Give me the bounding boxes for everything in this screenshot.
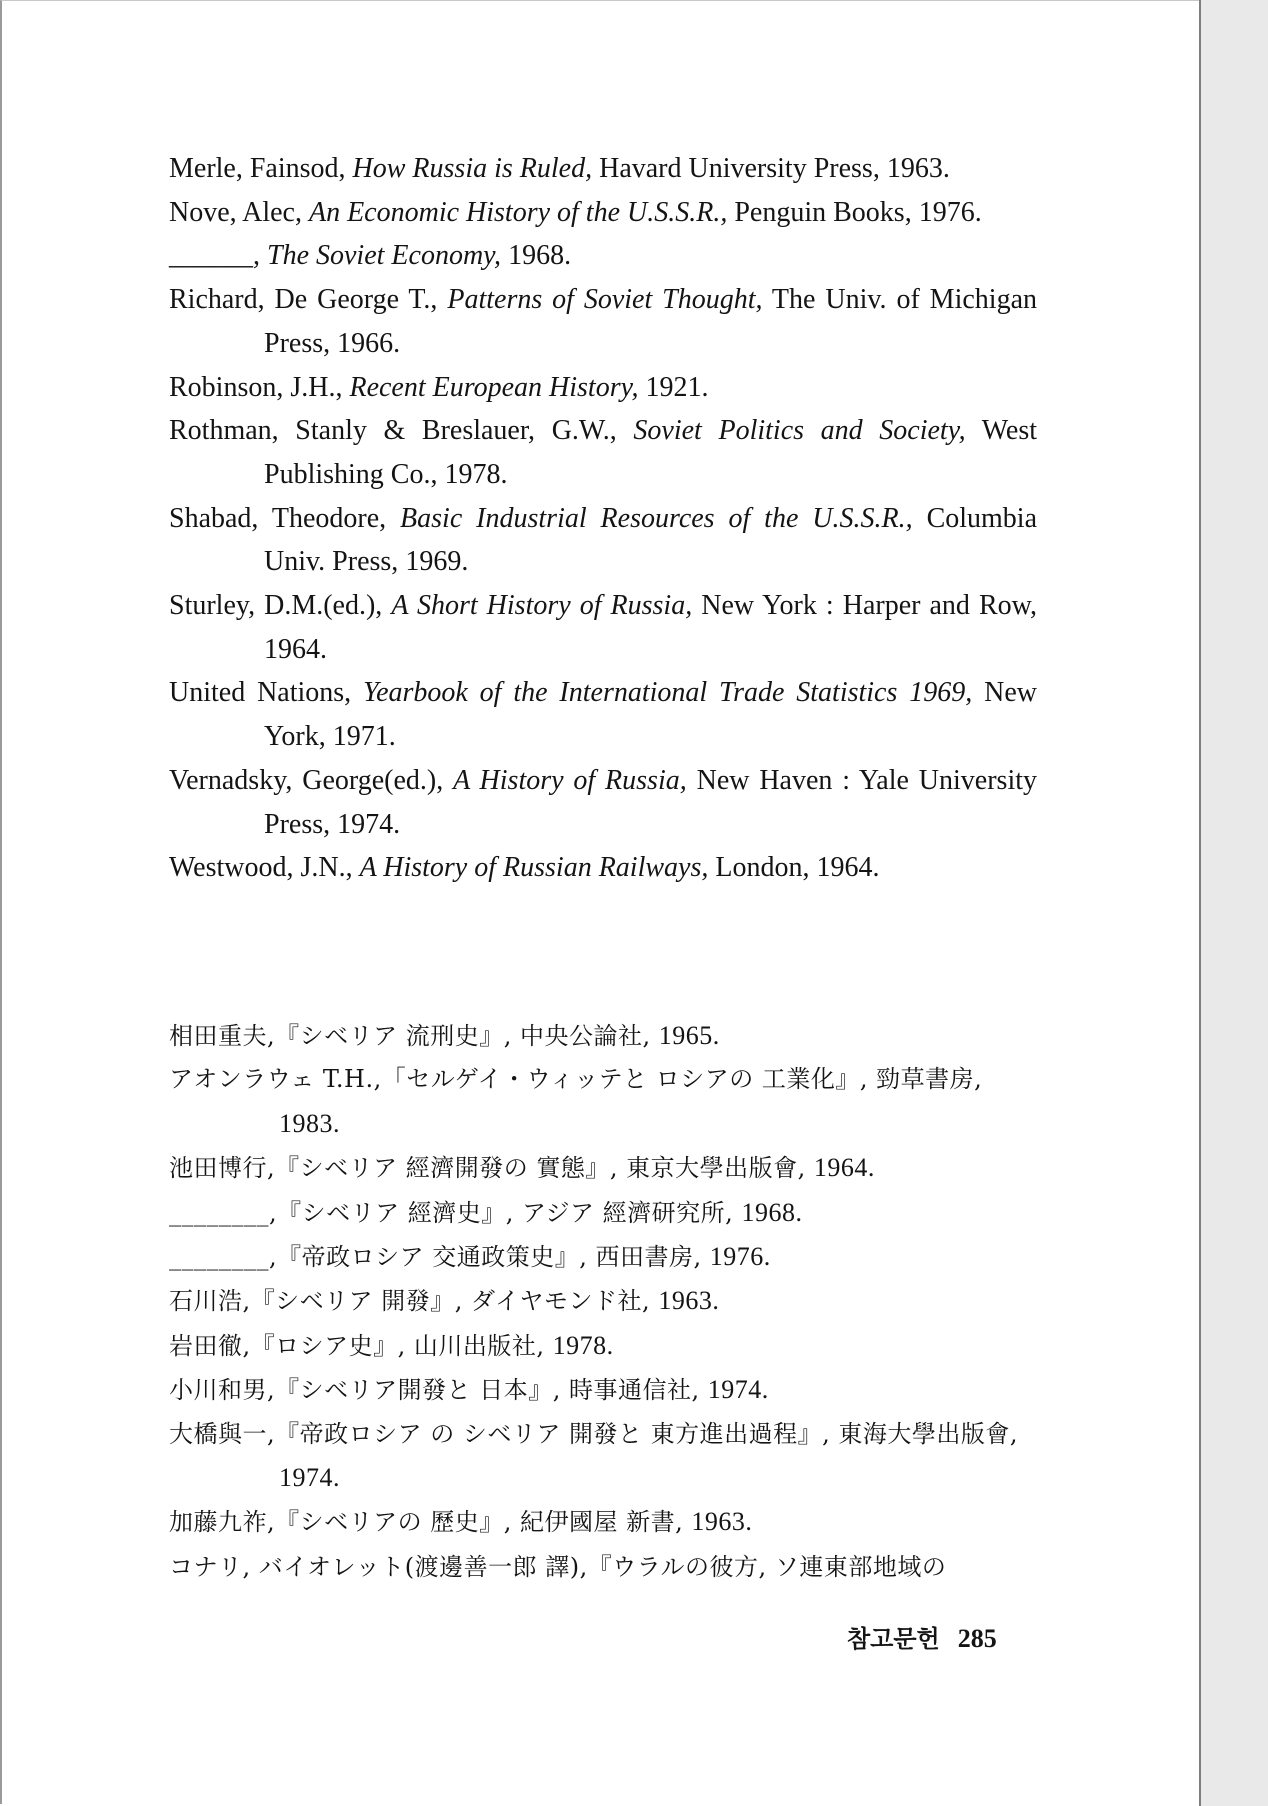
reference-entry: Richard, De George T., Patterns of Soviet Thought, The Univ. of Michigan Press, 1966. (169, 284, 1037, 359)
page-footer (847, 1619, 997, 1654)
reference-entry: ______, The Soviet Economy, 1968. (169, 240, 572, 272)
reference-entry: Merle, Fainsod, How Russia is Ruled, Havard University Press, 1963. (169, 153, 950, 184)
reference-entry: 相田重夫,『シベリア 流刑史』, 中央公論社, 1965. (169, 1021, 720, 1050)
japanese-reference-list (169, 1014, 1049, 1589)
reference-entry: Rothman, Stanly & Breslauer, G.W., Soviet Politics and Society, West Publishing Co., 1978. (169, 415, 1038, 490)
running-footer-label: 참고문헌 (847, 1624, 940, 1653)
reference-entry: Westwood, J.N., A History of Russian Railways, London, 1964. (169, 852, 880, 884)
page-number: 285 (957, 1624, 997, 1653)
reference-entry: コナリ, バイオレット(渡邊善一郎 譯),『ウラルの彼方, ソ連東部地域の (169, 1552, 947, 1581)
reference-entry: Robinson, J.H., Recent European History, 1921. (169, 371, 709, 403)
reference-entry: Sturley, D.M.(ed.), A Short History of Russia, New York : Harper and Row, 1964. (169, 590, 1038, 665)
reference-entry: ________,『帝政ロシア 交通政策史』, 西田書房, 1976. (169, 1242, 771, 1272)
reference-entry: 大橋與一,『帝政ロシア の シベリア 開發と 東方進出過程』, 東海大學出版會, 1974. (169, 1419, 1019, 1493)
reference-entry: 石川浩,『シベリア 開發』, ダイヤモンド社, 1963. (169, 1286, 720, 1316)
reference-entry: 池田博行,『シベリア 經濟開發の 實態』, 東京大學出版會, 1964. (169, 1153, 875, 1183)
reference-entry: United Nations, Yearbook of the International Trade Statistics 1969, New York, 1971. (169, 677, 1038, 753)
reference-entry: 岩田徹,『ロシア史』, 山川出版社, 1978. (169, 1330, 614, 1360)
reference-entry: 小川和男,『シベリア開發と 日本』, 時事通信社, 1974. (169, 1375, 769, 1405)
page-edge (1199, 0, 1268, 1806)
reference-entry: Vernadsky, George(ed.), A History of Russia, New Haven : Yale University Press, 1974. (169, 764, 1038, 840)
reference-entry: Nove, Alec, An Economic History of the U.S.S.R., Penguin Books, 1976. (169, 196, 982, 228)
reference-entry: Shabad, Theodore, Basic Industrial Resources of the U.S.S.R., Columbia Univ. Press, 1969. (169, 502, 1038, 578)
reference-entry: アオンラウェ T.H.,「セルゲイ・ウィッテと ロシアの 工業化』, 勁草書房, 1983. (169, 1065, 983, 1138)
section-gap (152, 976, 1032, 977)
english-reference-list (169, 147, 1037, 890)
reference-entry: ________,『シベリア 經濟史』, アジア 經濟研究所, 1968. (169, 1197, 803, 1227)
reference-entry: 加藤九祚,『シベリアの 歷史』, 紀伊國屋 新書, 1963. (169, 1507, 753, 1537)
